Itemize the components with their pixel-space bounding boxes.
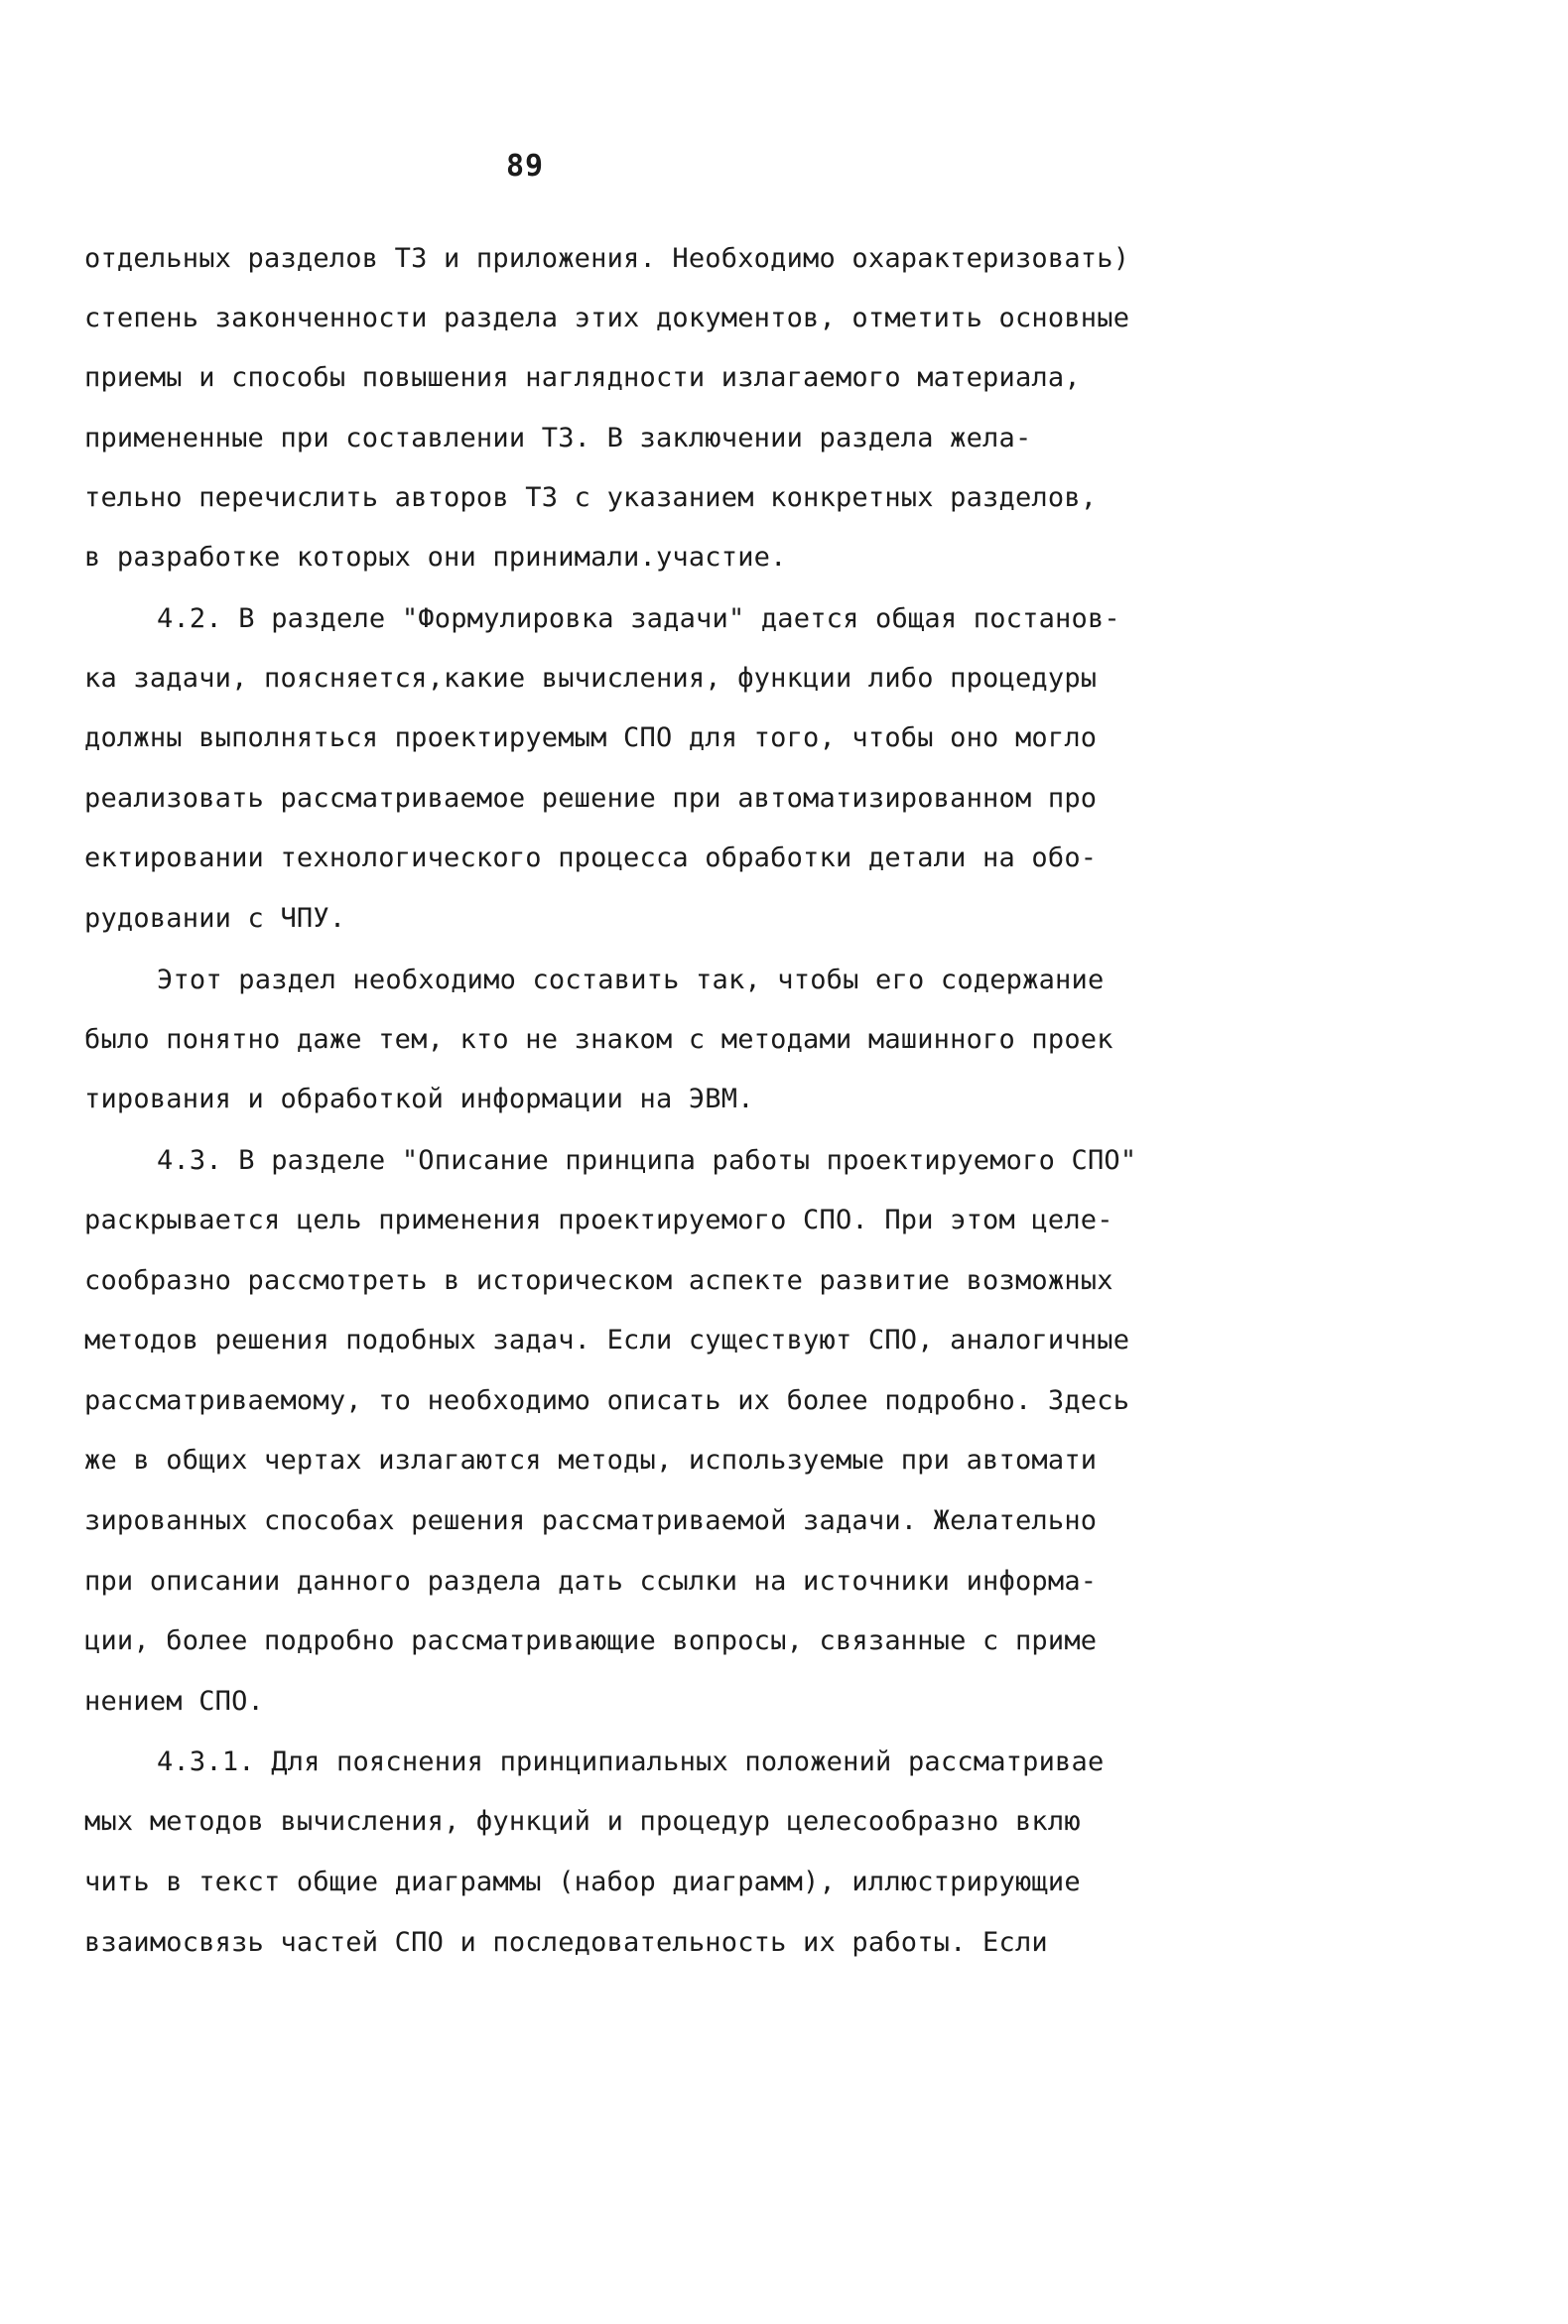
text-line: реализовать рассматриваемое решение при автоматизированном про xyxy=(84,783,1098,814)
text-line: сообразно рассмотреть в историческом аспекте развитие возможных xyxy=(84,1265,1113,1296)
text-line: чить в текст общие диаграммы (набор диаграмм), иллюстрирующие xyxy=(84,1867,1081,1897)
paragraph-first-line: 4.3.1. Для пояснения принципиальных положений рассматривае xyxy=(157,1746,1105,1777)
text-line: раскрывается цель применения проектируемого СПО. При этом целе- xyxy=(84,1205,1113,1235)
page-number: 89 xyxy=(506,149,545,184)
text-line: в разработке которых они принимали.участие. xyxy=(84,542,787,573)
text-line: взаимосвязь частей СПО и последовательность их работы. Если xyxy=(84,1927,1048,1958)
paragraph-first-line: 4.3. В разделе "Описание принципа работы проектируемого СПО" xyxy=(157,1145,1137,1176)
text-line: рудовании с ЧПУ. xyxy=(84,903,346,934)
text-line: нением СПО. xyxy=(84,1686,265,1717)
text-line: ции, более подробно рассматривающие вопросы, связанные с приме xyxy=(84,1625,1098,1656)
text-line: при описании данного раздела дать ссылки на источники информа- xyxy=(84,1566,1098,1597)
text-line: тельно перечислить авторов ТЗ с указанием конкретных разделов, xyxy=(84,482,1098,513)
text-line: было понятно даже тем, кто не знаком с методами машинного проек xyxy=(84,1024,1113,1055)
text-line: мых методов вычисления, функций и процедур целесообразно вклю xyxy=(84,1806,1081,1837)
text-line: примененные при составлении ТЗ. В заключении раздела жела- xyxy=(84,423,1032,453)
text-line: отдельных разделов ТЗ и приложения. Необходимо охарактеризовать) xyxy=(84,243,1130,274)
paragraph-first-line: 4.2. В разделе "Формулировка задачи" дается общая постанов- xyxy=(157,603,1120,634)
text-line: зированных способах решения рассматриваемой задачи. Желательно xyxy=(84,1505,1098,1536)
text-line: же в общих чертах излагаются методы, используемые при автомати xyxy=(84,1445,1098,1476)
text-line: ка задачи, поясняется,какие вычисления, функции либо процедуры xyxy=(84,663,1098,694)
text-line: приемы и способы повышения наглядности излагаемого материала, xyxy=(84,362,1081,393)
paragraph-first-line: Этот раздел необходимо составить так, чтобы его содержание xyxy=(157,965,1105,995)
text-line: должны выполняться проектируемым СПО для того, чтобы оно могло xyxy=(84,722,1098,753)
text-line: тирования и обработкой информации на ЭВМ. xyxy=(84,1084,754,1114)
text-line: методов решения подобных задач. Если существуют СПО, аналогичные xyxy=(84,1325,1130,1356)
text-line: степень законченности раздела этих документов, отметить основные xyxy=(84,303,1130,333)
text-line: ектировании технологического процесса обработки детали на обо- xyxy=(84,842,1098,873)
text-line: рассматриваемому, то необходимо описать их более подробно. Здесь xyxy=(84,1385,1130,1416)
